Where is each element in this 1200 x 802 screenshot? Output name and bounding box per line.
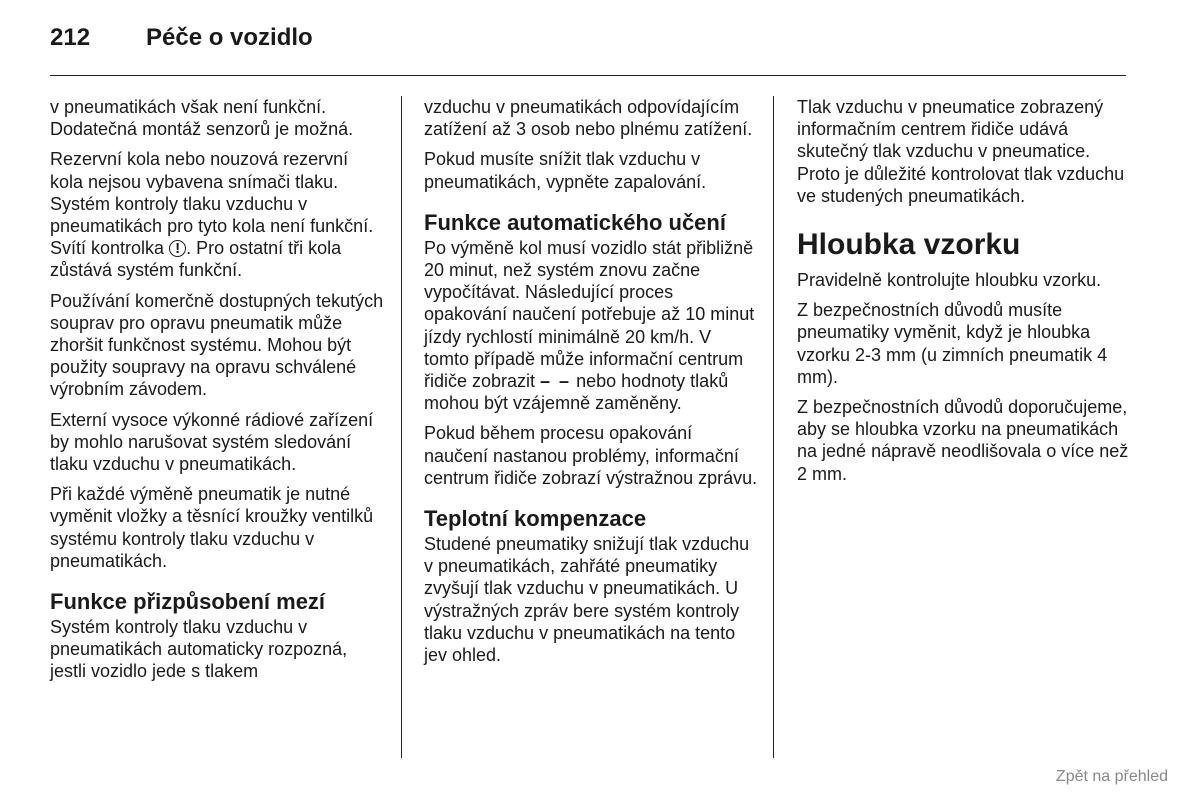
paragraph: Z bezpečnostních důvodů doporučujeme, aby se hloubka vzorku na pneumatikách na jedné nápravě neodlišovala o více než 2 mm.	[797, 397, 1129, 484]
paragraph-text: Po výměně kol musí vozidlo stát přibližně 20 minut, než systém znovu začne vypočítávat. Následující proces opakování naučení potřebuje až 10 minut jízdy rychlostí minimálně 20 km/h. V tomto případě může informační centrum řidiče zobrazit	[424, 237, 755, 392]
paragraph: Pokud během procesu opakování naučení nastanou problémy, informační centrum řidiče zobrazí výstražnou zprávu.	[424, 423, 758, 488]
paragraph: Pokud musíte snížit tlak vzduchu v pneumatikách, vypněte zapalování.	[424, 149, 707, 192]
chapter-title: Péče o vozidlo	[146, 24, 313, 51]
paragraph-learning	[424, 237, 759, 415]
paragraph: Pravidelně kontrolujte hloubku vzorku.	[797, 270, 1102, 291]
section-heading-tread-depth: Hloubka vzorku	[797, 228, 1021, 262]
tyre-pressure-warning-icon: !	[169, 240, 186, 257]
paragraph-text: . Pro ostatní tři kola zůstává systém funkční.	[50, 238, 342, 281]
paragraph: Studené pneumatiky snižují tlak vzduchu v pneumatikách, zahřáté pneumatiky zvyšují tlak vzduchu v pneumatikách. U výstražných zpráv bere systém kontroly tlaku vzduchu v pneumatikách na tento jev ohled.	[424, 534, 750, 666]
header-divider	[50, 75, 1126, 76]
paragraph: Externí vysoce výkonné rádiové zařízení by mohlo narušovat systém sledování tlaku vzduchu v pneumatikách.	[50, 409, 374, 475]
dash-display-symbol: – –	[540, 371, 572, 392]
paragraph-text: Rezervní kola nebo nouzová rezervní kola nejsou vybavena snímači tlaku. Systém kontroly tlaku vzduchu v pneumatikách pro tyto kola není funkční. Svítí kontrolka	[50, 149, 374, 259]
paragraph-spare-wheels	[50, 148, 385, 281]
column-divider-2	[773, 96, 774, 758]
paragraph: Tlak vzduchu v pneumatice zobrazený informačním centrem řidiče udává skutečný tlak vzduchu v pneumatice. Proto je důležité kontrolovat tlak vzduchu ve studených pneumatikách.	[797, 97, 1125, 206]
paragraph: Používání komerčně dostupných tekutých souprav pro opravu pneumatik může zhoršit funkčnost systému. Mohou být použity soupravy na opravu schválené výrobním závodem.	[50, 290, 384, 400]
column-2	[424, 96, 759, 674]
paragraph-text: nebo hodnoty tlaků mohou být vzájemně zaměněny.	[424, 371, 729, 414]
back-to-overview-link[interactable]: Zpět na přehled	[1055, 768, 1168, 785]
column-1	[50, 96, 385, 691]
paragraph: Systém kontroly tlaku vzduchu v pneumatikách automaticky rozpozná, jestli vozidlo jede s tlakem	[50, 617, 348, 682]
section-heading-limits: Funkce přizpůsobení mezí	[50, 589, 326, 615]
paragraph: v pneumatikách však není funkční. Dodatečná montáž senzorů je možná.	[50, 97, 354, 140]
paragraph: Při každé výměně pneumatik je nutné vyměnit vložky a těsnící kroužky ventilků systému kontroly tlaku vzduchu v pneumatikách.	[50, 484, 374, 571]
section-heading-temperature: Teplotní kompenzace	[424, 506, 647, 532]
page-number: 212	[50, 24, 91, 51]
section-heading-learning: Funkce automatického učení	[424, 209, 726, 235]
paragraph: Z bezpečnostních důvodů musíte pneumatiky vyměnit, když je hloubka vzorku 2-3 mm (u zimních pneumatik 4 mm).	[797, 300, 1108, 387]
column-3	[797, 96, 1132, 493]
paragraph: vzduchu v pneumatikách odpovídajícím zatížení až 3 osob nebo plnému zatížení.	[424, 97, 753, 140]
column-divider-1	[401, 96, 402, 758]
page-header	[50, 24, 1126, 60]
